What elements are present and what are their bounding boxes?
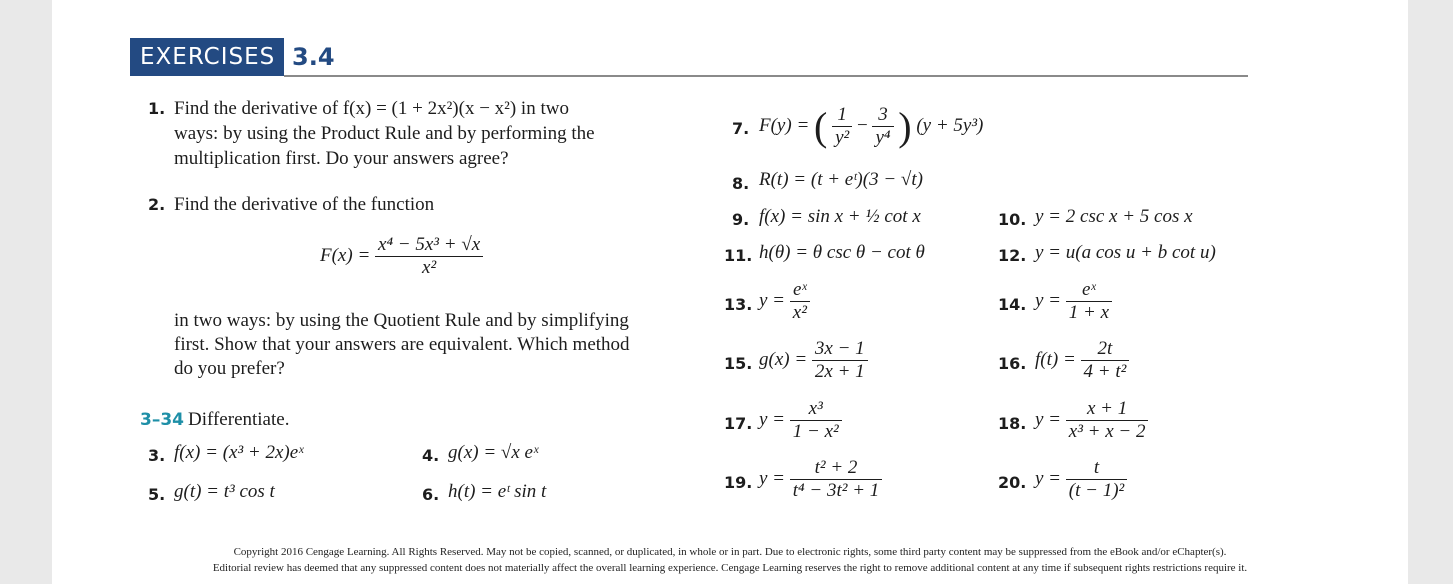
exercise-13-denominator: x² — [792, 302, 807, 323]
left-paren: ( — [814, 104, 828, 149]
exercise-17-denominator: 1 − x² — [792, 421, 839, 442]
exercise-3-number: 3. — [148, 446, 166, 465]
exercise-2-fraction — [375, 234, 483, 279]
copyright-line-1: Copyright 2016 Cengage Learning. All Rights Reserved. May not be copied, scanned, or duplicated, in whole or in part. Due to electronic rights, some third party content may be suppressed from the eBook and/or eChapter(s). — [233, 546, 1227, 558]
exercise-17-formula — [759, 398, 842, 443]
exercise-9-number: 9. — [732, 210, 750, 229]
exercise-1-number: 1. — [148, 99, 166, 118]
exercise-15-numerator: 3x − 1 — [812, 338, 868, 361]
exercise-5-number: 5. — [148, 485, 166, 504]
exercise-8-number: 8. — [732, 174, 750, 193]
exercise-13-fraction — [790, 279, 810, 324]
exercise-19-fraction — [790, 457, 883, 502]
right-paren: ) — [898, 104, 912, 149]
exercise-6-number: 6. — [422, 485, 440, 504]
exercise-3-expression: f(x) = (x³ + 2x)eˣ — [174, 442, 304, 463]
exercise-2-number: 2. — [148, 195, 166, 214]
exercise-11-number: 11. — [724, 246, 753, 265]
exercise-18-formula — [1035, 398, 1148, 443]
exercise-2-line-1: Find the derivative of the function — [174, 194, 435, 215]
exercise-16-numerator: 2t — [1081, 338, 1130, 361]
exercise-14-number: 14. — [998, 295, 1027, 314]
exercise-7-fraction-2-denominator: y⁴ — [875, 127, 891, 148]
exercise-12-expression: y = u(a cos u + b cot u) — [1035, 242, 1216, 263]
exercise-19-denominator: t⁴ − 3t² + 1 — [792, 480, 880, 501]
exercise-7-number: 7. — [732, 119, 750, 138]
exercise-20-denominator: (t − 1)² — [1068, 480, 1125, 501]
exercise-17-fraction — [790, 398, 842, 443]
exercise-14-numerator: eˣ — [1066, 279, 1112, 302]
minus-sign: − — [856, 114, 868, 136]
exercise-20-fraction — [1066, 457, 1127, 502]
exercise-10-number: 10. — [998, 210, 1027, 229]
exercise-15-denominator: 2x + 1 — [814, 361, 865, 382]
exercise-16-fraction — [1081, 338, 1130, 383]
exercise-13-number: 13. — [724, 295, 753, 314]
exercise-10-expression: y = 2 csc x + 5 cos x — [1035, 206, 1193, 227]
exercise-15-formula — [759, 338, 868, 383]
exercise-18-denominator: x³ + x − 2 — [1068, 421, 1146, 442]
exercise-14-denominator: 1 + x — [1068, 302, 1110, 323]
exercise-14-formula — [1035, 279, 1112, 324]
exercise-16-number: 16. — [998, 354, 1027, 373]
exercise-4-expression: g(x) = √x eˣ — [448, 442, 539, 463]
exercise-7-fraction-2 — [872, 104, 893, 149]
section-range: 3–34 — [140, 410, 184, 430]
exercise-7-fraction-1 — [832, 104, 852, 149]
exercise-17-lhs: y = — [759, 408, 786, 430]
exercise-11-expression: h(θ) = θ csc θ − cot θ — [759, 242, 925, 263]
exercise-7-fraction-1-numerator: 1 — [832, 104, 852, 127]
exercise-15-lhs: g(x) = — [759, 348, 808, 370]
exercise-4-number: 4. — [422, 446, 440, 465]
exercise-19-formula — [759, 457, 882, 502]
exercise-9-expression: f(x) = sin x + ½ cot x — [759, 206, 921, 227]
exercise-18-lhs: y = — [1035, 408, 1062, 430]
exercise-18-fraction — [1066, 398, 1149, 443]
exercise-16-denominator: 4 + t² — [1083, 361, 1127, 382]
exercise-15-fraction — [812, 338, 868, 383]
exercise-13-formula — [759, 279, 810, 324]
exercise-2-denominator: x² — [422, 257, 437, 278]
exercise-13-numerator: eˣ — [790, 279, 810, 302]
exercise-19-number: 19. — [724, 473, 753, 492]
exercise-20-number: 20. — [998, 473, 1027, 492]
section-label: Differentiate. — [188, 409, 290, 430]
exercise-2-line-3: first. Show that your answers are equivalent. Which method — [174, 334, 630, 355]
exercise-14-lhs: y = — [1035, 289, 1062, 311]
exercise-20-numerator: t — [1066, 457, 1127, 480]
exercise-18-number: 18. — [998, 414, 1027, 433]
exercise-18-numerator: x + 1 — [1066, 398, 1149, 421]
exercise-16-lhs: f(t) = — [1035, 348, 1076, 370]
exercise-6-expression: h(t) = eᵗ sin t — [448, 481, 547, 502]
exercise-2-formula — [320, 234, 483, 279]
header-rule — [284, 75, 1248, 77]
exercise-12-number: 12. — [998, 246, 1027, 265]
exercise-2-line-2: in two ways: by using the Quotient Rule and by simplifying — [174, 310, 629, 331]
section-heading — [140, 407, 289, 432]
exercise-2-line-4: do you prefer? — [174, 358, 285, 379]
section-number: 3.4 — [292, 43, 335, 71]
exercise-7-formula — [759, 103, 983, 150]
copyright-line-2: Editorial review has deemed that any suppressed content does not materially affect the overall learning experience. Cengage Learning reserves the right to remove additional content at any time if subsequent rights restrictions require it. — [212, 562, 1248, 574]
exercise-14-fraction — [1066, 279, 1112, 324]
exercise-17-number: 17. — [724, 414, 753, 433]
exercise-17-numerator: x³ — [790, 398, 842, 421]
exercise-2-lhs: F(x) = — [320, 244, 371, 266]
exercise-16-formula — [1035, 338, 1129, 383]
exercise-19-numerator: t² + 2 — [790, 457, 883, 480]
textbook-page — [52, 0, 1408, 584]
exercise-8-expression: R(t) = (t + eᵗ)(3 − √t) — [759, 169, 923, 190]
exercises-header: EXERCISES — [130, 38, 284, 76]
exercise-20-lhs: y = — [1035, 467, 1062, 489]
exercise-7-rest: (y + 5y³) — [916, 114, 984, 136]
exercise-1-line-2: ways: by using the Product Rule and by performing the — [174, 123, 595, 144]
exercise-19-lhs: y = — [759, 467, 786, 489]
exercise-7-fraction-2-numerator: 3 — [872, 104, 893, 127]
exercise-5-expression: g(t) = t³ cos t — [174, 481, 275, 502]
exercise-15-number: 15. — [724, 354, 753, 373]
exercise-20-formula — [1035, 457, 1127, 502]
exercise-13-lhs: y = — [759, 289, 786, 311]
exercise-7-fraction-1-denominator: y² — [835, 127, 850, 148]
exercise-7-lhs: F(y) = — [759, 114, 810, 136]
exercise-2-numerator: x⁴ − 5x³ + √x — [375, 234, 483, 257]
exercise-1-line-3: multiplication first. Do your answers agree? — [174, 148, 509, 169]
exercise-1-line-1: Find the derivative of f(x) = (1 + 2x²)(x − x²) in two — [174, 98, 569, 119]
